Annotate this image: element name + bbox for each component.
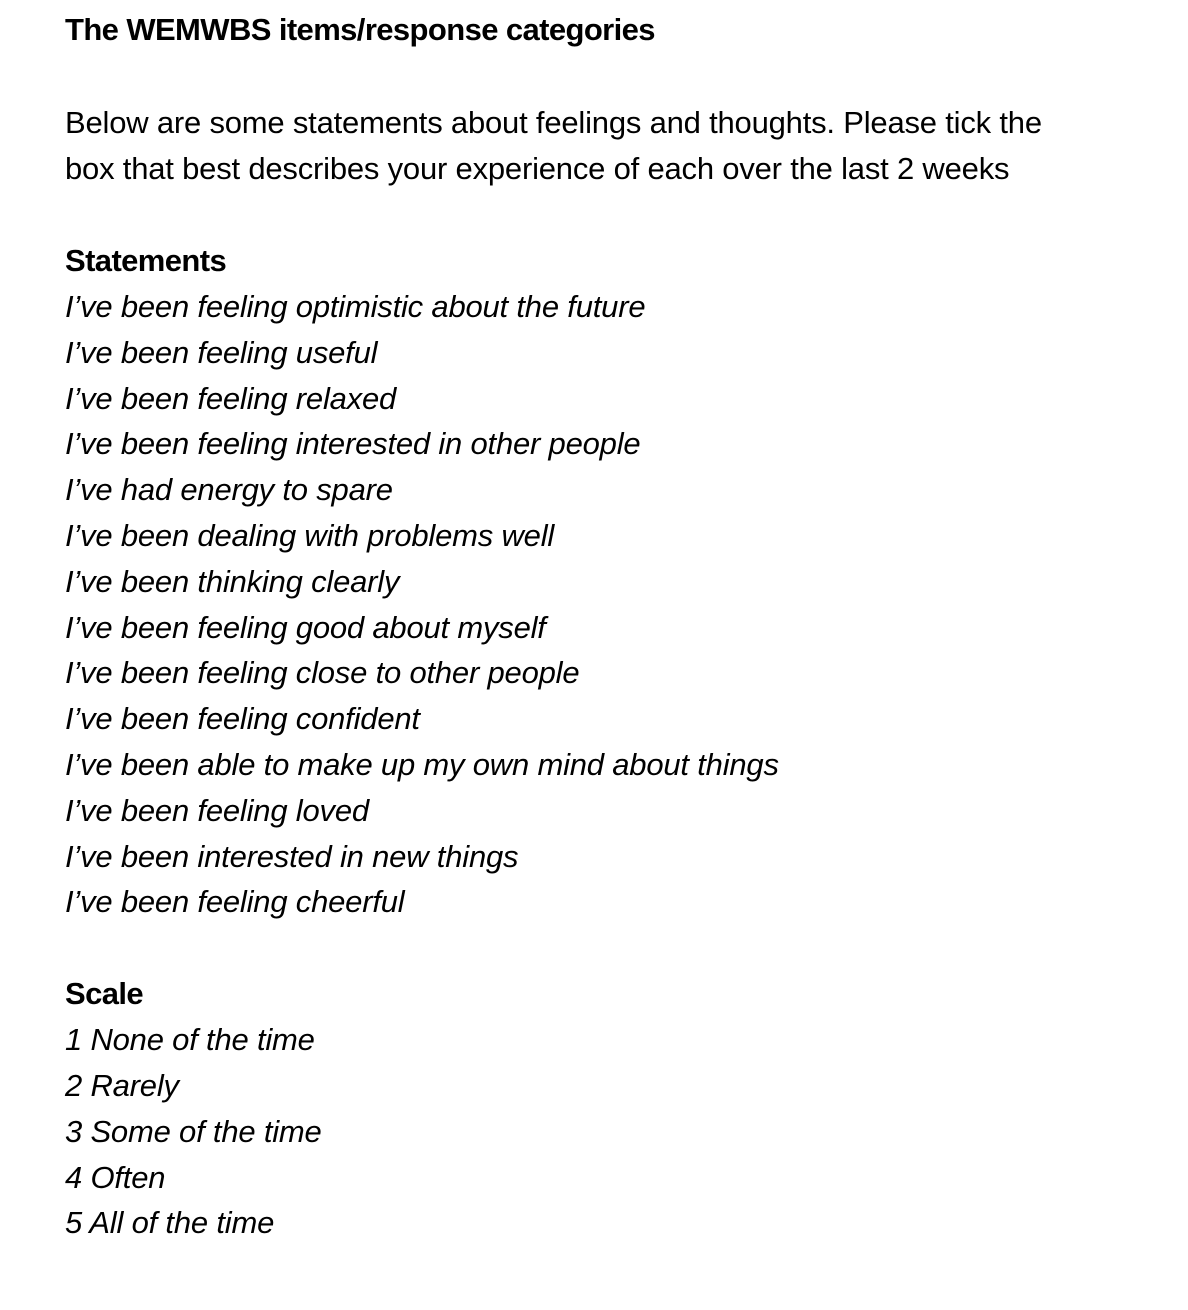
scale-item: 1 None of the time xyxy=(65,1022,315,1058)
statement-item: I’ve been feeling optimistic about the future xyxy=(65,289,646,324)
scale-item: 2 Rarely xyxy=(65,1067,179,1103)
statement-item: I’ve been thinking clearly xyxy=(65,563,400,599)
statement-item: I’ve been feeling confident xyxy=(65,701,420,737)
document-title: The WEMWBS items/response categories xyxy=(65,12,655,47)
statement-item: I’ve been feeling loved xyxy=(65,792,369,828)
statement-item: I’ve been feeling interested in other people xyxy=(65,426,641,462)
statement-item: I’ve been interested in new things xyxy=(65,838,519,874)
statement-item: I’ve been able to make up my own mind about things xyxy=(65,746,779,782)
scale-item: 4 Often xyxy=(65,1159,166,1195)
statement-item: I’ve been feeling good about myself xyxy=(65,609,546,645)
statement-item: I’ve been feeling relaxed xyxy=(65,380,397,416)
document-page xyxy=(65,8,1165,1246)
statement-item: I’ve had energy to spare xyxy=(65,472,393,508)
statements-heading: Statements xyxy=(65,243,227,278)
scale-list xyxy=(65,1017,1165,1246)
scale-item: 3 Some of the time xyxy=(65,1113,322,1149)
scale-item: 5 All of the time xyxy=(65,1205,275,1241)
instructions-line: Below are some statements about feelings and thoughts. Please tick the xyxy=(65,105,1042,140)
statement-item: I’ve been feeling useful xyxy=(65,334,378,370)
statement-item: I’ve been dealing with problems well xyxy=(65,517,555,553)
statement-item: I’ve been feeling cheerful xyxy=(65,884,405,920)
instructions-line: box that best describes your experience of each over the last 2 weeks xyxy=(65,151,1010,186)
instructions-paragraph xyxy=(65,100,1165,192)
statement-item: I’ve been feeling close to other people xyxy=(65,655,580,691)
scale-heading: Scale xyxy=(65,976,144,1012)
statements-list xyxy=(65,284,1165,925)
